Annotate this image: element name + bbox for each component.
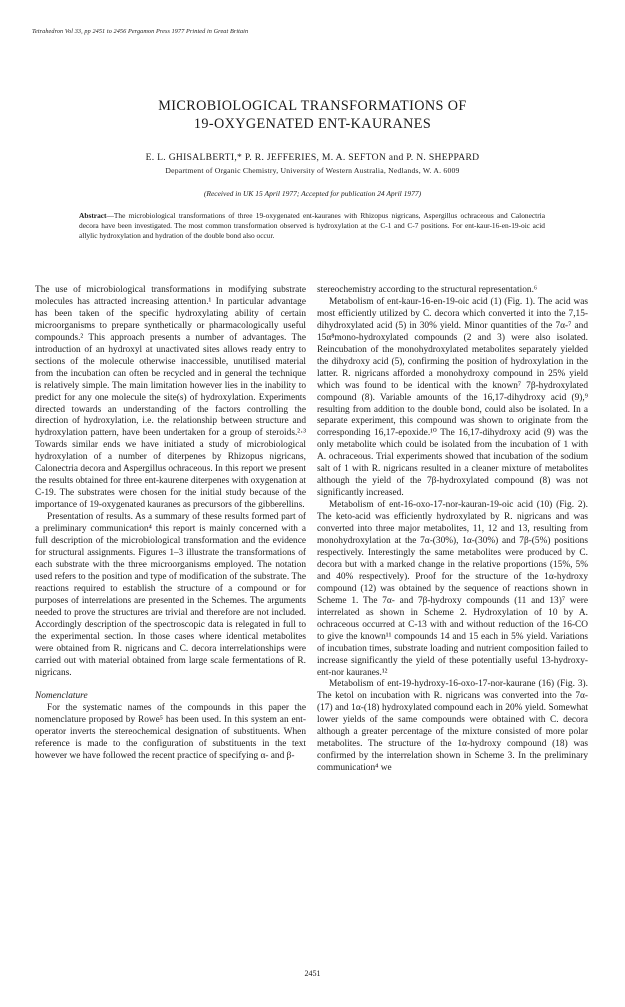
- presentation-paragraph: Presentation of results. As a summary of these results formed part of a preliminary communication⁴ this report is mainly concerned with a full description of the microbiological transformation and the evidence for structural assignments. Figures 1–3 illustrate the transformations of each substrate with the three microorganisms employed. The notation used refers to the position and type of modification of the substrate. The reactions required to establish the structure of a compound or for purposes of interrelations are presented in the Schemes. The arguments needed to prove the structures are trivial and therefore are not included. Accordingly description of the spectroscopic data is relegated in full to the experimental section. In those cases where identical metabolites were obtained from R. nigricans and C. decora interrelationships were carried out with material obtained from large scale fermentations of R. nigricans.: [35, 512, 306, 678]
- paper-title-line-2: 19-OXYGENATED ENT-KAURANES: [193, 116, 432, 132]
- intro-paragraph: The use of microbiological transformations in modifying substrate molecules has attracted increasing attention.¹ In particular advantage has been taken of the specific hydroxylating ability of certain microorganisms to prepare synthetically or pharmacologically useful compounds.² This approach presents a number of advantages. The introduction of an hydroxyl at unactivated sites allows ready entry to sections of the molecule otherwise inaccessible, unutilised material from the incubation can often be recycled and in general the technique is relatively simple. The main limitation however lies in the inability to predict for any one molecule the site(s) of hydroxylation. Experiments directed towards an understanding of the factors controlling the direction of hydroxylation, i.e. the relationship between structure and hydroxylation pattern, have been undertaken for a group of steroids.²·³ Towards similar ends we have initiated a study of microbiological hydroxylation of a number of diterpenes by Rhizopus nigricans, Calonectria decora and Aspergillus ochraceous. In this report we present the results obtained for three ent-kaurene diterpenes with oxygenation at C-19. The substrates were chosen for the initial study because of the importance of 19-oxygenated kauranes as precursors of the gibberellins.: [35, 285, 306, 511]
- abstract-text: —The microbiological transformations of three 19-oxygenated ent-kauranes with Rhizopus nigricans, Aspergillus ochraceous and Calonectria decora have been investigated. The most common transformation observed is hydroxylation at the C-1 and C-7 positions. For ent-kaur-16-en-19-oic acid allylic hydroxylation and hydration of the double bond also occur.: [79, 211, 545, 241]
- metabolism-acid-10-paragraph: Metabolism of ent-16-oxo-17-nor-kauran-19-oic acid (10) (Fig. 2). The keto-acid was efficiently hydroxylated by R. nigricans and was converted into three major metabolites, 11, 12 and 13, resulting from monohydroxylation at the 7α-(30%), 1α-(30%) and 7β-(5%) positions respectively. Interestingly the same metabolites were produced by C. decora but with a marked change in the relative proportions (15%, 5% and 40% respectively). Proof for the structure of the 1α-hydroxy compound (12) was obtained by the sequence of reactions shown in Scheme 1. The 7α- and 7β-hydroxy compounds (11 and 13)⁷ were interrelated as shown in Scheme 2. Hydroxylation of 10 by A. ochraceous occurred at C-13 with and without reduction of the 16-CO to give the known¹¹ compounds 14 and 15 each in 5% yield. Variations of incubation times, substrate loading and nutrient composition failed to increase significantly the yield of these potentially useful 13-hydroxy-ent-nor kauranes.¹²: [317, 500, 588, 678]
- nomenclature-heading: Nomenclature: [35, 691, 88, 702]
- journal-header: Tetrahedron Vol 33, pp 2451 to 2456 Pergamon Press 1977 Printed in Great Britain: [32, 28, 249, 35]
- left-column: [35, 285, 306, 763]
- page-number: 2451: [304, 969, 321, 978]
- affiliation: Department of Organic Chemistry, University of Western Australia, Nedlands, W. A. 6009: [165, 166, 460, 175]
- right-column: [317, 285, 588, 775]
- metabolism-16-paragraph: Metabolism of ent-19-hydroxy-16-oxo-17-nor-kaurane (16) (Fig. 3). The ketol on incubation with R. nigricans was converted into the 7α-(17) and 1α-(18) hydroxylated compound each in 20% yield. Somewhat lower yields of the same compounds were obtained with C. decora although a greater percentage of the mixture consisted of more polar metabolites. The structure of the 1α-hydroxy compound (18) was confirmed by the interrelation shown in Scheme 3. In the preliminary communication⁴ we: [317, 679, 588, 774]
- received-dates: (Received in UK 15 April 1977; Accepted for publication 24 April 1977): [203, 189, 422, 198]
- abstract: [79, 211, 545, 242]
- authors: E. L. GHISALBERTI,* P. R. JEFFERIES, M. A. SEFTON and P. N. SHEPPARD: [145, 152, 480, 163]
- stereochem-paragraph: stereochemistry according to the structural representation.⁶: [317, 285, 538, 295]
- nomenclature-paragraph: For the systematic names of the compounds in this paper the nomenclature proposed by Rowe⁵ has been used. In this system an ent-operator inverts the stereochemical designation of substituents. When reference is made to the configuration of substituents in the text however we have followed the recent practice of specifying α- and β-: [35, 703, 306, 762]
- paper-title-line-1: MICROBIOLOGICAL TRANSFORMATIONS OF: [158, 98, 467, 114]
- abstract-label: Abstract: [79, 211, 107, 220]
- metabolism-acid-1-paragraph: Metabolism of ent-kaur-16-en-19-oic acid (1) (Fig. 1). The acid was most efficiently utilized by C. decora which converted it into the 7,15-dihydroxylated acid (5) in 30% yield. Minor quantities of the 7α-⁷ and 15α⁸mono-hydroxylated compounds (2 and 3) were also isolated. Reincubation of the monohydroxylated metabolites separately yielded the dihydroxy acid (5), confirming the position of hydroxylation in the latter. R. nigricans afforded a monohydroxy compound in 25% yield which was found to be identical with the known⁷ 7β-hydroxylated compound (8). Variable amounts of the 16,17-dihydroxy acid (9),⁹ resulting from addition to the double bond, could also be isolated. In a separate experiment, this compound was shown to originate from the corresponding 16,17-epoxide.¹⁰ The 16,17-dihydroxy acid (9) was the only metabolite which could be isolated from the incubation of 1 with A. ochraceous. Trial experiments showed that incubation of the sodium salt of 1 with R. nigricans resulted in a cleaner mixture of metabolites although the yield of the 7β-hydroxylated compound (8) was not significantly increased.: [317, 296, 588, 499]
